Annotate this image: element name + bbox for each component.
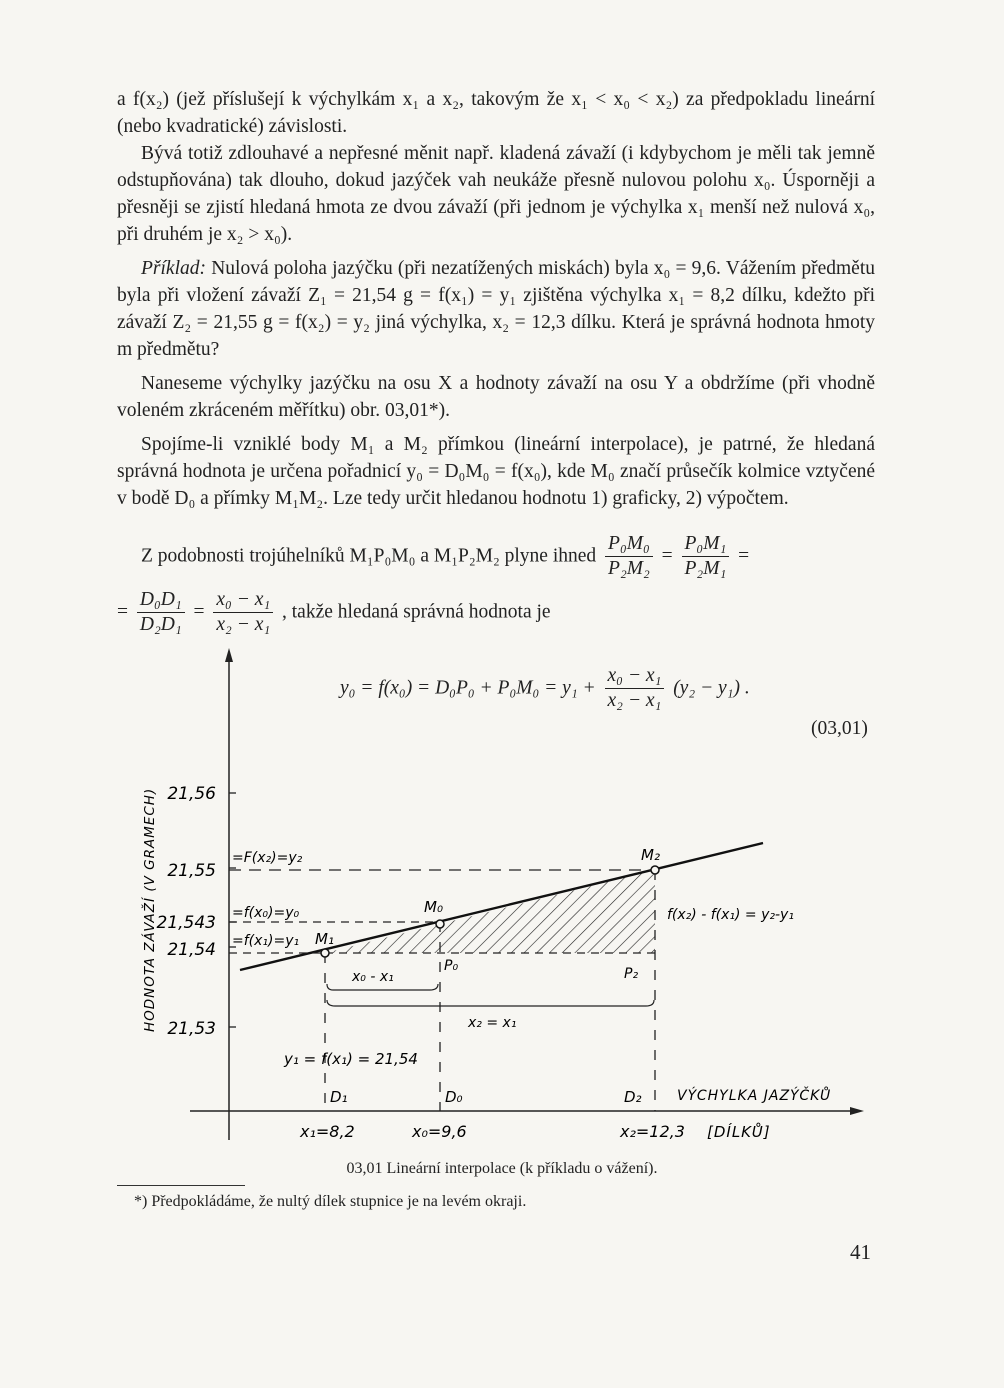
fraction-d0d1-d2d1: $\frac{\text{D₀D₁}}{\text{D₂D₁}}$ — [137, 588, 185, 637]
equation-number: (03,01) — [811, 718, 868, 739]
y-tick-21-56: 21,56 — [167, 784, 216, 804]
label-d0: D₀ — [445, 1088, 463, 1106]
label-p0: P₀ — [444, 958, 459, 974]
label-m1: M₁ — [315, 930, 334, 948]
equation-rhs: (y₂ − y₁) . — [673, 677, 750, 699]
label-fx2: =F(x₂)=y₂ — [232, 850, 303, 866]
label-fx0: =f(x₀)=y₀ — [232, 905, 300, 921]
footnote-rule — [117, 1185, 245, 1186]
label-x0-x1: x₀ - x₁ — [352, 969, 394, 985]
point-m2 — [651, 866, 659, 874]
footnote: *) Předpokládáme, že nultý dílek stupnice je na levém okraji. — [134, 1193, 527, 1210]
label-fx1: =f(x₁)=y₁ — [232, 933, 300, 949]
label-d2: D₂ — [624, 1088, 642, 1106]
page-number: 41 — [850, 1240, 871, 1264]
paragraph-2: Bývá totiž zdlouhavé a nepřesné měnit např. kladená závaží (i kdybychom je měli tak jemně odstupňována) tak dlouho, dokud jazýček vah neukáže přesně nulovou polohu x₀. Úsporněji a přesněji se zjistí hledaná hmota ze dvou závaží (při jednom je výchylka x₁ menší než nulová x₀, při druhém je x₂ > x₀). — [117, 143, 875, 245]
paragraph-1: a f(x₂) (jež příslušejí k výchylkám x₁ a x₂, takovým že x₁ < x₀ < x₂) za předpokladu lineární (nebo kvadratické) závislosti. — [117, 89, 875, 137]
fraction-interp: $\frac{\text{x₀ − x₁}}{\text{x₂ − x₁}}$ — [605, 664, 665, 713]
x-tick-x2: x₂=12,3 — [620, 1122, 685, 1141]
y-tick-21-55: 21,55 — [167, 861, 216, 881]
point-m1 — [321, 949, 329, 957]
label-m0: M₀ — [424, 898, 443, 916]
label-diff: f(x₂) - f(x₁) = y₂-y₁ — [667, 907, 794, 923]
x-axis-unit: [DÍLKŮ] — [707, 1123, 771, 1141]
paragraph-4: Naneseme výchylky jazýčku na osu X a hodnoty závaží na osu Y a obdržíme (při vhodně voleném zkráceném měřítku) obr. 03,01*). — [117, 373, 875, 421]
ratio-line: = $\frac{\text{D₀D₁}}{\text{D₂D₁}}$ = $\frac{\text{x₀ − x₁}}{\text{x₂ − x₁}}$ , takže hledaná správná hodnota je — [117, 589, 551, 635]
similarity-text: Z podobnosti trojúhelníků M₁P₀M₀ a M₁P₂M₂ plyne ihned — [141, 545, 597, 567]
fraction-p0m0-p2m2: $\frac{\text{P₀M₀}}{\text{P₂M₂}}$ — [605, 532, 653, 581]
label-d1: D₁ — [330, 1088, 348, 1106]
paragraph-5: Spojíme-li vzniklé body M₁ a M₂ přímkou (lineární interpolace), je patrné, že hledaná správná hodnota je určena pořadnicí y₀ = D₀M₀ = f(x₀), kde M₀ značí průsečík kolmice vztyčené v bodě D₀ a přímky M₁M₂. Lze tedy určit hledanou hodnotu 1) graficky, 2) výpočtem. — [117, 434, 875, 509]
x-tick-x1: x₁=8,2 — [300, 1122, 355, 1141]
y-tick-21-543: 21,543 — [156, 913, 216, 933]
label-x2-x1: x₂ = x₁ — [468, 1015, 517, 1031]
example-text: Nulová poloha jazýčku (při nezatížených miskách) byla x₀ = 9,6. Vážením předmětu byla při vložení závaží Z₁ = 21,54 g = f(x₁) = y₁ zjištěna výchylka x₁ = 8,2 dílku, kdežto při závaží Z₂ = 21,55 g = f(x₂) = y₂ jiná výchylka, x₂ = 12,3 dílku. Která je správná hodnota hmoty m předmětu? — [117, 258, 875, 360]
fraction-x0x1-x2x1: $\frac{\text{x₀ − x₁}}{\text{x₂ − x₁}}$ — [213, 588, 273, 637]
example-label: Příklad: — [141, 258, 206, 279]
similarity-line: Z podobnosti trojúhelníků M₁P₀M₀ a M₁P₂M₂ plyne ihned $\frac{\text{P₀M₀}}{\text{P₂M₂}}$ = $\frac{\text{P₀M₁}}{\text{P₂M₁}}$ = — [141, 533, 750, 579]
point-m0 — [436, 920, 444, 928]
label-y1-value: y₁ = f(x₁) = 21,54 — [284, 1050, 418, 1068]
label-m2: M₂ — [641, 846, 660, 864]
figure-caption: 03,01 Lineární interpolace (k příkladu o vážení). — [346, 1160, 658, 1177]
x-axis-label: VÝCHYLKA JAZÝČKŮ — [677, 1088, 832, 1104]
x-axis-arrow — [850, 1107, 864, 1115]
label-p2: P₂ — [624, 966, 639, 982]
fraction-p0m1-p2m1: $\frac{\text{P₀M₁}}{\text{P₂M₁}}$ — [682, 532, 730, 581]
y-tick-21-54: 21,54 — [167, 940, 216, 960]
x-tick-x0: x₀=9,6 — [412, 1122, 467, 1141]
so-text: , takže hledaná správná hodnota je — [282, 601, 551, 623]
y-axis-label: HODNOTA ZÁVAŽÍ (V GRAMECH) — [142, 787, 158, 1032]
y-axis-arrow — [225, 648, 233, 662]
equation-lhs: y₀ = f(x₀) = D₀P₀ + P₀M₀ = y₁ + — [340, 677, 596, 699]
y-tick-21-53: 21,53 — [167, 1019, 216, 1039]
